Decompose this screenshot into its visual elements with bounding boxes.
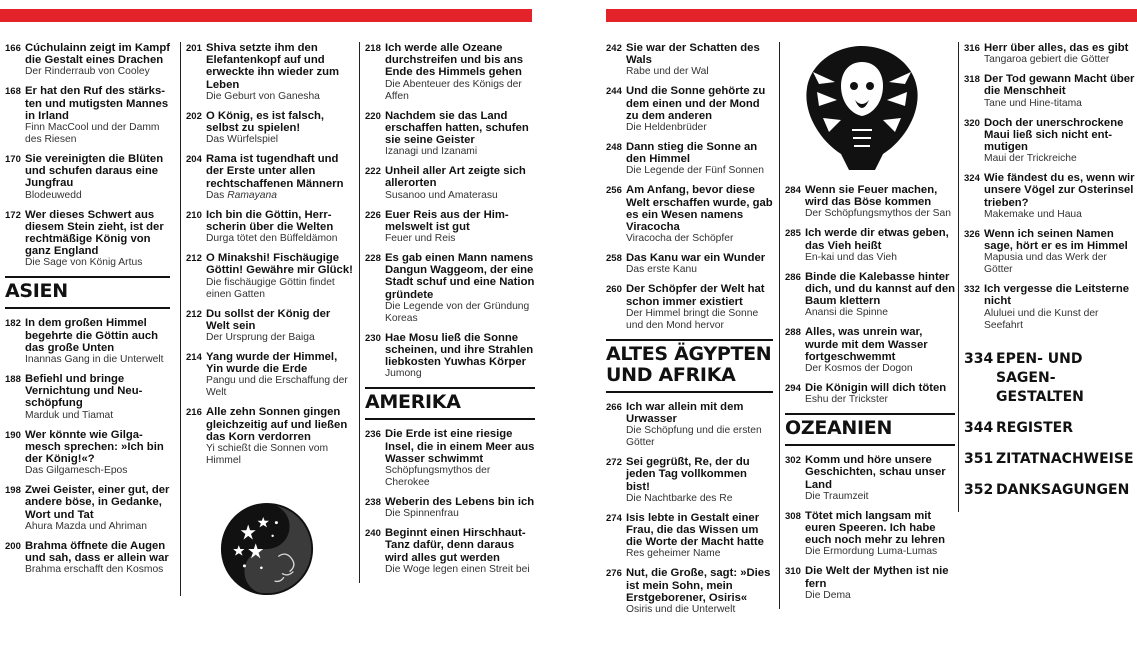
toc-entry <box>964 42 1136 66</box>
entry-title: Ich war allein mit dem Urwasser <box>626 400 744 426</box>
entry-title: Ich bin die Göttin, Herrscherin über die Welten <box>206 208 334 234</box>
page-number: 188 <box>5 374 21 386</box>
toc-entry <box>365 252 535 325</box>
entry-title: Du sollst der König der Welt sein <box>206 307 331 332</box>
toc-entry <box>964 117 1136 166</box>
entry-subtitle: Schöpfungsmythos der Cherokee <box>385 465 491 489</box>
toc-entry <box>186 110 356 146</box>
page-number: 212 <box>186 308 202 320</box>
back-matter-title-line-1: EPEN- UND SAGEN- <box>996 350 1083 386</box>
entry-subtitle: Yi schießt die Sonnen vom Himmel <box>206 443 329 467</box>
page-number: 302 <box>785 455 801 467</box>
entry-subtitle: Blodeuwedd <box>25 189 82 201</box>
section-heading-asien: ASIEN <box>5 276 170 309</box>
back-matter-entry <box>964 419 1136 438</box>
entry-body <box>206 110 356 146</box>
toc-entry <box>606 567 773 616</box>
back-matter-title <box>996 419 1073 438</box>
entry-body <box>984 42 1136 66</box>
page-number: 308 <box>785 510 801 522</box>
back-matter-entry <box>964 481 1136 500</box>
entry-title: Unheil aller Art zeigte sich allerorten <box>385 165 526 190</box>
entry-title: Komm und höre unsere Geschichten, schau unser Land <box>805 454 946 491</box>
back-matter-title <box>996 481 1129 500</box>
entry-body <box>25 373 170 422</box>
entry-subtitle: Die Legende von der Gründung Koreas <box>385 300 530 324</box>
entry-subtitle: Aluluei und die Kunst der Seefahrt <box>984 307 1099 331</box>
page-number: 294 <box>785 383 801 395</box>
entry-subtitle: Osiris und die Unterwelt <box>626 604 736 616</box>
page-number: 288 <box>785 327 801 339</box>
back-matter-title-line-1: DANKSAGUNGEN <box>996 481 1130 498</box>
page-number: 216 <box>186 407 202 419</box>
entry-subtitle: Anansi die Spinne <box>805 307 889 319</box>
entry-subtitle: Tane und Hine-titama <box>984 97 1082 109</box>
entry-title: Zwei Geister, einer gut, der andere böse, in Gedanke, Wort und Tat <box>25 484 170 521</box>
entry-title: Die Erde ist eine riesige Insel, die in einem Meer aus Wasser schwimmt <box>385 428 535 465</box>
entry-title: Nachdem sie das Land erschaffen hatten, schufen sie seine Geister <box>385 109 529 147</box>
section-heading-altes-aegypten-und-afrika <box>606 339 773 393</box>
entry-body <box>984 228 1136 276</box>
toc-entry <box>365 42 535 103</box>
page-number: 332 <box>964 284 980 296</box>
entry-subtitle: Die Schöpfung und die ersten Götter <box>626 425 762 449</box>
back-matter-list <box>964 350 1136 500</box>
page-number: 318 <box>964 74 980 86</box>
entry-body <box>626 512 773 561</box>
entry-subtitle: Die Sage von König Artus <box>25 257 143 269</box>
toc-entry <box>186 252 356 300</box>
toc-entry <box>785 454 955 503</box>
entry-body <box>805 184 955 220</box>
entry-body <box>385 209 535 245</box>
entry-body <box>206 153 356 202</box>
entry-title: Ich werde alle Ozeane durchstreifen und bis ans Ende des Himmels gehen <box>385 42 524 79</box>
entry-title: Hae Mosu ließ die Sonne scheinen, und ihre Strahlen liebkosten Yuwhas Körper <box>385 331 534 369</box>
entry-title: Nut, die Große, sagt: »Dies ist mein Sohn, mein Erstgeborener, Osiris« <box>626 567 771 604</box>
page-number: 285 <box>785 228 801 240</box>
entry-body <box>626 141 773 177</box>
entry-title: Herr über alles, das es gibt <box>984 42 1129 54</box>
toc-column-6 <box>958 42 1136 512</box>
toc-entry <box>5 429 170 478</box>
entry-body <box>805 382 955 406</box>
entry-title: Doch der unerschrockene Maui ließ sich nicht entmutigen <box>984 116 1124 154</box>
toc-entry <box>606 512 773 561</box>
page-number: 242 <box>606 43 622 54</box>
entry-body <box>626 252 773 276</box>
entry-body <box>385 110 535 159</box>
entry-body <box>626 85 773 134</box>
page-number: 266 <box>606 401 622 413</box>
back-matter-entry <box>964 350 1136 407</box>
entry-title: Die Königin will dich töten <box>805 382 947 395</box>
entry-subtitle: Der Himmel bringt die Sonne und den Mond hervor <box>626 307 759 331</box>
toc-entry <box>186 153 356 202</box>
page-number: 170 <box>5 154 21 166</box>
page-number: 214 <box>186 352 202 364</box>
toc-entry <box>365 496 535 520</box>
page-number: 182 <box>5 318 21 330</box>
entry-title: O Minakshi! Fischäugige Göttin! Gewähre mir Glück! <box>206 252 353 277</box>
toc-entry <box>5 153 170 202</box>
entry-subtitle: Feuer und Reis <box>385 233 456 245</box>
toc-column-1 <box>5 42 170 583</box>
page-number: 198 <box>5 485 21 497</box>
toc-entry <box>606 42 773 78</box>
entry-body <box>206 351 356 399</box>
entry-subtitle: Die Spinnenfrau <box>385 508 459 520</box>
entry-body <box>25 484 170 533</box>
page-number: 248 <box>606 142 622 154</box>
page-number: 272 <box>606 457 622 469</box>
page-number: 222 <box>365 166 381 178</box>
entry-subtitle: Res geheimer Name <box>626 548 721 560</box>
entry-title: Sie vereinigten die Blüten und schufen daraus eine Jungfrau <box>25 153 164 190</box>
section-heading-line-2: UND AFRIKA <box>606 363 736 386</box>
entry-title: Er hat den Ruf des stärksten und mutigsten Mannes in Irland <box>25 85 169 122</box>
entry-body <box>25 540 170 576</box>
entry-subtitle: Eshu der Trickster <box>805 394 888 406</box>
entry-title: Brahma öffnete die Augen und sah, dass er allein war <box>25 539 169 565</box>
page-number: 316 <box>964 43 980 54</box>
toc-entry <box>186 351 356 399</box>
toc-entry <box>785 184 955 220</box>
entry-subtitle: Der Ursprung der Baiga <box>206 332 315 344</box>
page-number: 210 <box>186 209 202 221</box>
toc-entry <box>606 252 773 276</box>
section-heading-ozeanien: OZEANIEN <box>785 413 955 446</box>
entry-body <box>25 42 170 78</box>
toc-entry <box>785 227 955 263</box>
back-matter-title-line-1: ZITATNACHWEISE <box>996 450 1134 467</box>
page-number: 326 <box>964 228 980 240</box>
page-number: 320 <box>964 117 980 129</box>
entry-body <box>206 308 356 344</box>
entry-body <box>626 456 773 505</box>
toc-entry <box>5 85 170 146</box>
page-number: 230 <box>365 332 381 344</box>
entry-body <box>25 153 170 202</box>
entry-subtitle: Die Woge legen einen Streit bei <box>385 563 530 575</box>
entry-subtitle: Die Heldenbrüder <box>626 122 707 134</box>
entry-title: Wer dieses Schwert aus diesem Stein zieht, ist der rechtmäßige König von ganz England <box>25 208 164 258</box>
section-heading-amerika: AMERIKA <box>365 387 535 420</box>
page-number: 236 <box>365 429 381 441</box>
entry-body <box>385 42 535 103</box>
entry-body <box>206 42 356 103</box>
entry-body <box>385 252 535 325</box>
entry-body <box>25 209 170 270</box>
back-matter-page-number: 351 <box>964 450 994 467</box>
entry-title: Alles, was unrein war, wurde mit dem Wasser fortgeschwemmt <box>805 326 928 363</box>
entry-subtitle: Die Ermordung Luma-Lumas <box>805 546 938 558</box>
entry-title: O König, es ist falsch, selbst zu spielen! <box>206 109 325 135</box>
entry-subtitle: Das Gilgamesch-Epos <box>25 465 128 477</box>
entry-subtitle: Jumong <box>385 368 422 380</box>
page-number: 286 <box>785 271 801 283</box>
red-header-bar-right <box>606 9 1137 22</box>
yin-yang-stars-illustration <box>186 474 356 596</box>
toc-entry <box>964 228 1136 276</box>
entry-subtitle: Die Traumzeit <box>805 490 869 502</box>
page-number: 201 <box>186 43 202 54</box>
page-number: 240 <box>365 528 381 540</box>
entry-subtitle: Ahura Mazda und Ahriman <box>25 520 147 532</box>
page-number: 258 <box>606 253 622 265</box>
entry-title: Wenn sie Feuer machen, wird das Böse kommen <box>805 184 938 209</box>
entry-title: Euer Reis aus der Himmelswelt ist gut <box>385 208 509 233</box>
toc-entry <box>5 42 170 78</box>
toc-entry <box>964 283 1136 331</box>
entry-title: Beginnt einen Hirschhaut-Tanz dafür, denn daraus wird alles gut werden <box>385 527 526 564</box>
red-header-bar-left <box>0 9 532 22</box>
entry-body <box>25 317 170 366</box>
toc-entry <box>785 271 955 320</box>
page-number: 256 <box>606 185 622 197</box>
entry-title: In dem großen Himmel begehrte die Göttin auch das große Unten <box>25 317 159 354</box>
back-matter-page-number: 352 <box>964 481 994 498</box>
entry-subtitle: Pangu und die Erschaffung der Welt <box>206 375 348 399</box>
back-matter-page-number: 344 <box>964 419 994 436</box>
page-number: 244 <box>606 86 622 98</box>
page-number: 212 <box>186 253 202 265</box>
toc-column-2 <box>180 42 356 596</box>
entry-subtitle: Marduk und Tiamat <box>25 409 114 421</box>
entry-title: Weberin des Lebens bin ich <box>385 496 535 509</box>
entry-subtitle: Die Legende der Fünf Sonnen <box>626 165 764 177</box>
back-matter-title-line-2: GESTALTEN <box>996 388 1084 405</box>
page-number: 226 <box>365 209 381 221</box>
entry-subtitle: Die fischäugige Göttin findet einen Gatten <box>206 276 335 300</box>
page-number: 168 <box>5 86 21 98</box>
page-number: 284 <box>785 185 801 196</box>
entry-title: Wie fändest du es, wenn wir unsere Vögel zur Osterinsel trieben? <box>984 172 1135 209</box>
toc-entry <box>5 317 170 366</box>
toc-entry <box>785 510 955 559</box>
winged-figure-illustration <box>785 42 955 184</box>
entry-body <box>626 567 773 616</box>
entry-subtitle: Viracocha der Schöpfer <box>626 233 734 245</box>
entry-body <box>805 271 955 320</box>
toc-entry <box>606 85 773 134</box>
page-number: 274 <box>606 512 622 524</box>
entry-title: Am Anfang, bevor diese Welt erschaffen wurde, gab es ein Wesen namens Viracocha <box>626 184 773 234</box>
back-matter-title <box>996 350 1136 407</box>
entry-title: Es gab einen Mann namens Dangun Waggeom, der eine Stadt schuf und eine Nation gründete <box>385 252 535 301</box>
toc-entry <box>365 209 535 245</box>
page-number: 220 <box>365 110 381 122</box>
entry-body <box>626 283 773 331</box>
entry-body <box>626 184 773 245</box>
entry-body <box>206 209 356 245</box>
toc-entry <box>785 326 955 375</box>
page-number: 190 <box>5 429 21 441</box>
entry-title: Ich werde dir etwas geben, das Vieh heißt <box>805 227 949 252</box>
toc-entry <box>5 209 170 270</box>
entry-title: Rama ist tugendhaft und der Erste unter allen rechtschaffenen Männern <box>206 153 344 190</box>
toc-entry <box>365 332 535 381</box>
entry-subtitle: Der Schöpfungsmythos der San <box>805 208 951 220</box>
entry-subtitle: Brahma erschafft den Kosmos <box>25 564 164 576</box>
entry-subtitle: Inannas Gang in die Unterwelt <box>25 354 164 366</box>
toc-column-4 <box>606 42 773 623</box>
toc-entry <box>365 110 535 159</box>
toc-entry <box>785 565 955 601</box>
entry-subtitle: Makemake und Haua <box>984 208 1082 220</box>
page-number: 260 <box>606 284 622 296</box>
back-matter-page-number: 334 <box>964 350 994 367</box>
entry-body <box>385 332 535 381</box>
entry-subtitle: Durga tötet den Büffeldämon <box>206 233 338 245</box>
toc-entry <box>785 382 955 406</box>
toc-entry <box>606 141 773 177</box>
page-number: 324 <box>964 173 980 185</box>
page-number: 228 <box>365 253 381 265</box>
entry-title: Der Schöpfer der Welt hat schon immer existiert <box>626 283 765 308</box>
page-number: 218 <box>365 43 381 54</box>
toc-entry <box>606 456 773 505</box>
entry-title: Der Tod gewann Macht über die Menschheit <box>984 73 1135 98</box>
entry-title: Befiehl und bringe Vernichtung und Neuschöpfung <box>25 373 143 410</box>
entry-body <box>984 172 1136 221</box>
entry-subtitle: Finn MacCool und der Damm des Riesen <box>25 122 160 146</box>
page-number: 200 <box>5 540 21 552</box>
entry-subtitle: Tangaroa gebiert die Götter <box>984 54 1110 66</box>
toc-entry <box>186 406 356 467</box>
page-number: 276 <box>606 568 622 580</box>
entry-body <box>385 428 535 489</box>
entry-body <box>25 429 170 478</box>
entry-body <box>984 283 1136 331</box>
toc-entry <box>5 484 170 533</box>
entry-title: Wer könnte wie Gilgamesch sprechen: »Ich bin der König!«? <box>25 428 164 466</box>
toc-entry <box>186 42 356 103</box>
toc-entry <box>964 172 1136 221</box>
entry-body <box>206 406 356 467</box>
entry-title: Wenn ich seinen Namen sage, hört er es im Himmel <box>984 227 1128 253</box>
entry-title: Alle zehn Sonnen gingen gleichzeitig auf und ließen das Korn verdorren <box>206 406 348 443</box>
entry-subtitle: Das Würfelspiel <box>206 134 279 146</box>
toc-entry <box>5 540 170 576</box>
entry-body <box>805 510 955 559</box>
entry-title: Shiva setzte ihm den Elefantenkopf auf und erweckte ihn wieder zum Leben <box>206 42 340 91</box>
entry-subtitle: Der Kosmos der Dogon <box>805 363 913 375</box>
entry-title: Und die Sonne gehörte zu dem einen und der Mond zu dem anderen <box>626 85 766 122</box>
entry-body <box>206 252 356 300</box>
entry-title: Cúchulainn zeigt im Kampf die Gestalt eines Drachen <box>25 42 170 67</box>
entry-title: Ich vergesse die Leitsterne nicht <box>984 283 1130 308</box>
section-heading-line-1: ALTES ÄGYPTEN <box>606 342 772 365</box>
entry-subtitle: Izanagi und Izanami <box>385 146 478 158</box>
entry-title: Yang wurde der Himmel, Yin wurde die Erde <box>206 351 338 376</box>
entry-title: Dann stieg die Sonne an den Himmel <box>626 141 758 166</box>
toc-entry <box>964 73 1136 109</box>
entry-subtitle: Der Rinderraub von Cooley <box>25 66 150 78</box>
toc-entry <box>606 283 773 331</box>
entry-body <box>385 527 535 576</box>
entry-body <box>626 401 773 449</box>
entry-body <box>805 454 955 503</box>
page-number: 172 <box>5 209 21 221</box>
entry-title: Das Kanu war ein Wunder <box>626 252 766 265</box>
back-matter-title-line-1: REGISTER <box>996 419 1074 436</box>
page-number: 310 <box>785 566 801 578</box>
page-number: 204 <box>186 154 202 166</box>
entry-body <box>805 326 955 375</box>
entry-subtitle: Rabe und der Wal <box>626 66 709 78</box>
entry-body <box>626 42 773 78</box>
entry-subtitle: Die Geburt von Ganesha <box>206 90 320 102</box>
entry-subtitle: Die Abenteuer des Königs der Affen <box>385 78 522 102</box>
entry-body <box>805 227 955 263</box>
entry-subtitle: Das Ramayana <box>206 189 277 201</box>
toc-column-3 <box>359 42 535 583</box>
page-number: 202 <box>186 110 202 122</box>
page-number: 166 <box>5 43 21 54</box>
entry-body <box>385 165 535 201</box>
toc-entry <box>606 184 773 245</box>
toc-entry <box>365 527 535 576</box>
entry-body <box>385 496 535 520</box>
entry-body <box>984 117 1136 166</box>
entry-subtitle: En-kai und das Vieh <box>805 251 897 263</box>
entry-subtitle: Susanoo und Amaterasu <box>385 189 498 201</box>
entry-title: Sei gegrüßt, Re, der du jeden Tag vollkommen bist! <box>626 456 750 493</box>
entry-title: Binde die Kalebasse hinter dich, und du kannst auf den Baum klettern <box>805 270 955 308</box>
toc-entry <box>186 209 356 245</box>
entry-subtitle: Mapusia und das Werk der Götter <box>984 252 1107 276</box>
back-matter-entry <box>964 450 1136 469</box>
entry-subtitle: Die Dema <box>805 589 851 601</box>
toc-column-5 <box>779 42 955 609</box>
entry-title: Isis lebte in Gestalt einer Frau, die das Wissen um die Worte der Macht hatte <box>626 511 764 549</box>
entry-subtitle: Das erste Kanu <box>626 264 697 276</box>
entry-subtitle: Maui der Trickreiche <box>984 153 1077 165</box>
entry-body <box>984 73 1136 109</box>
toc-entry <box>365 165 535 201</box>
entry-title: Die Welt der Mythen ist nie fern <box>805 565 949 590</box>
entry-body <box>25 85 170 146</box>
page-number: 238 <box>365 497 381 509</box>
back-matter-title <box>996 450 1134 469</box>
toc-entry <box>5 373 170 422</box>
entry-title: Tötet mich langsam mit euren Speeren. Ich habe euch noch mehr zu lehren <box>805 509 945 547</box>
entry-title: Sie war der Schatten des Wals <box>626 42 760 67</box>
entry-body <box>805 565 955 601</box>
toc-entry <box>186 308 356 344</box>
toc-entry <box>365 428 535 489</box>
toc-entry <box>606 401 773 449</box>
entry-subtitle: Die Nachtbarke des Re <box>626 492 733 504</box>
